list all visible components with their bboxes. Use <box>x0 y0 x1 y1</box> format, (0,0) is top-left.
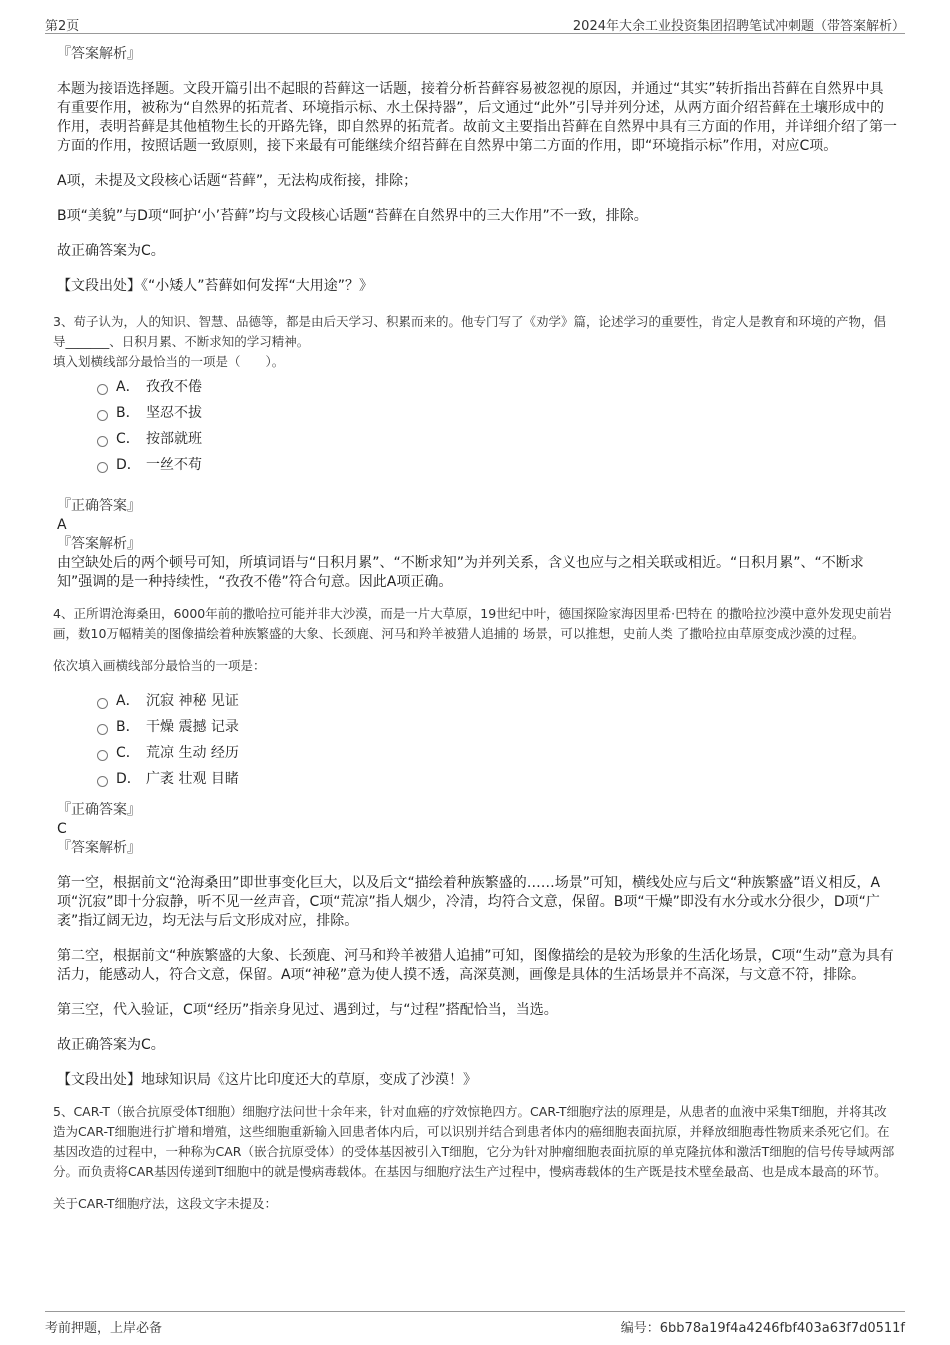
analysis-label: 『答案解析』 <box>57 840 141 856</box>
analysis-paragraph: B项“美貌”与D项“呵护‘小’苔藓”均与文段核心话题“苔藓在自然界中的三大作用”不一致，排除。 <box>57 208 648 224</box>
analysis-paragraph: 由空缺处后的两个顿号可知，所填词语与“日积月累”、“不断求知”为并列关系，含义也应与之相关联或相近。“日积月累”、“不断求知”强调的是一种持续性，“孜孜不倦”符合句意。因此A项正确。 <box>57 555 864 590</box>
question-3-options <box>57 374 897 478</box>
analysis-conclusion: 故正确答案为C。 <box>57 243 165 259</box>
correct-answer: C <box>57 821 67 837</box>
question-5-prompt: 关于CAR-T细胞疗法，这段文字未提及： <box>53 1196 277 1211</box>
analysis-paragraph: 第三空，代入验证，C项“经历”指亲身见过、遇到过，与“过程”搭配恰当，当选。 <box>57 1002 558 1018</box>
document-title: 2024年大余工业投资集团招聘笔试冲刺题（带答案解析） <box>572 19 905 34</box>
radio-icon[interactable] <box>97 724 108 735</box>
radio-icon[interactable] <box>97 384 108 395</box>
option-a[interactable]: A． 孜孜不倦 <box>97 374 897 400</box>
document-code: 编号：6bb78a19f4a4246fbf403a63f7d0511f <box>620 1321 905 1336</box>
option-a[interactable]: A． 沉寂 神秘 见证 <box>97 688 897 714</box>
page-footer <box>45 1311 905 1340</box>
option-b[interactable]: B． 坚忍不拔 <box>97 400 897 426</box>
radio-icon[interactable] <box>97 410 108 421</box>
analysis-paragraph: 第二空，根据前文“种族繁盛的大象、长颈鹿、河马和羚羊被猎人追捕”可知，图像描绘的是较为形象的生活化场景，C项“生动”意为具有活力，能感动人，符合文意，保留。A项“神秘”意为使人摸不透，高深莫测，画像是具体的生活场景并不高深，与文意不符，排除。 <box>57 948 894 983</box>
footer-slogan: 考前押题，上岸必备 <box>45 1321 163 1336</box>
question-3-stem: 3、荀子认为，人的知识、智慧、品德等，都是由后天学习、积累而来的。他专门写了《劝学》篇，论述学习的重要性，肯定人是教育和环境的产物，倡导_______、日积月累、不断求知的学习精神。 <box>53 314 886 349</box>
page-content <box>53 44 897 1214</box>
analysis-conclusion: 故正确答案为C。 <box>57 1037 165 1053</box>
option-d[interactable]: D． 广袤 壮观 目睹 <box>97 766 897 792</box>
question-4-stem: 4、正所谓沧海桑田，6000年前的撒哈拉可能并非大沙漠，而是一片大草原，19世纪中叶，德国探险家海因里希·巴特在 的撒哈拉沙漠中意外发现史前岩画，数10万幅精美的图像描绘着种族繁盛的大象、长颈鹿、河马和羚羊被猎人追捕的 场景，可以推想，史前人类 了撒哈拉由草原变成沙漠的过程。 <box>53 606 892 641</box>
radio-icon[interactable] <box>97 698 108 709</box>
analysis-label: 『答案解析』 <box>57 46 141 62</box>
correct-answer-label: 『正确答案』 <box>57 802 141 818</box>
radio-icon[interactable] <box>97 462 108 473</box>
question-3-prompt: 填入划横线部分最恰当的一项是（ ）。 <box>53 354 285 369</box>
source-citation: 【文段出处】《“小矮人”苔藓如何发挥“大用途”？》 <box>57 278 374 294</box>
analysis-paragraph: 本题为接语选择题。文段开篇引出不起眼的苔藓这一话题，接着分析苔藓容易被忽视的原因，并通过“其实”转折指出苔藓在自然界中具有重要作用，被称为“自然界的拓荒者、环境指示标、水土保持器”，后文通过“此外”引导并列分述，从两方面介绍苔藓在土壤形成中的作用，表明苔藓是其他植物生长的开路先锋，即自然界的拓荒者。故前文主要指出苔藓在自然界中具有三方面的作用，并详细介绍了第一方面的作用，按照话题一致原则，接下来最有可能继续介绍苔藓在自然界中第二方面的作用，即“环境指示标”作用，对应C项。 <box>57 81 897 154</box>
correct-answer: A <box>57 517 67 533</box>
question-4-options <box>57 688 897 792</box>
option-c[interactable]: C． 按部就班 <box>97 426 897 452</box>
option-c[interactable]: C． 荒凉 生动 经历 <box>97 740 897 766</box>
radio-icon[interactable] <box>97 436 108 447</box>
option-d[interactable]: D． 一丝不苟 <box>97 452 897 478</box>
question-4-prompt: 依次填入画横线部分最恰当的一项是： <box>53 658 266 673</box>
page-number: 第2页 <box>45 19 80 34</box>
analysis-paragraph: 第一空，根据前文“沧海桑田”即世事变化巨大，以及后文“描绘着种族繁盛的……场景”可知，横线处应与后文“种族繁盛”语义相反，A项“沉寂”即十分寂静，听不见一丝声音，C项“荒凉”指人烟少，冷清，均符合文意，保留。B项“干燥”即没有水分或水分很少，D项“广袤”指辽阔无边，均无法与后文形成对应，排除。 <box>57 875 881 929</box>
page-header <box>45 11 905 34</box>
radio-icon[interactable] <box>97 750 108 761</box>
radio-icon[interactable] <box>97 776 108 787</box>
analysis-label: 『答案解析』 <box>57 536 141 552</box>
analysis-paragraph: A项，未提及文段核心话题“苔藓”，无法构成衔接，排除； <box>57 173 418 189</box>
option-b[interactable]: B． 干燥 震撼 记录 <box>97 714 897 740</box>
correct-answer-label: 『正确答案』 <box>57 498 141 514</box>
question-5-stem: 5、CAR-T（嵌合抗原受体T细胞）细胞疗法问世十余年来，针对血癌的疗效惊艳四方。CAR-T细胞疗法的原理是，从患者的血液中采集T细胞，并将其改造为CAR-T细胞进行扩增和增殖，这些细胞重新输入回患者体内后，可以识别并结合到患者体内的癌细胞表面抗原，并释放细胞毒性物质来杀死它们。在基因改造的过程中，一种称为CAR（嵌合抗原受体）的受体基因被引入T细胞，它分为针对肿瘤细胞表面抗原的单克隆抗体和激活T细胞的信号传导域两部分。而负责将CAR基因传递到T细胞中的就是慢病毒载体。在基因与细胞疗法生产过程中，慢病毒载体的生产既是技术壁垒最高、也是成本最高的环节。 <box>53 1104 895 1179</box>
source-citation: 【文段出处】地球知识局《这片比印度还大的草原，变成了沙漠！》 <box>57 1072 477 1088</box>
